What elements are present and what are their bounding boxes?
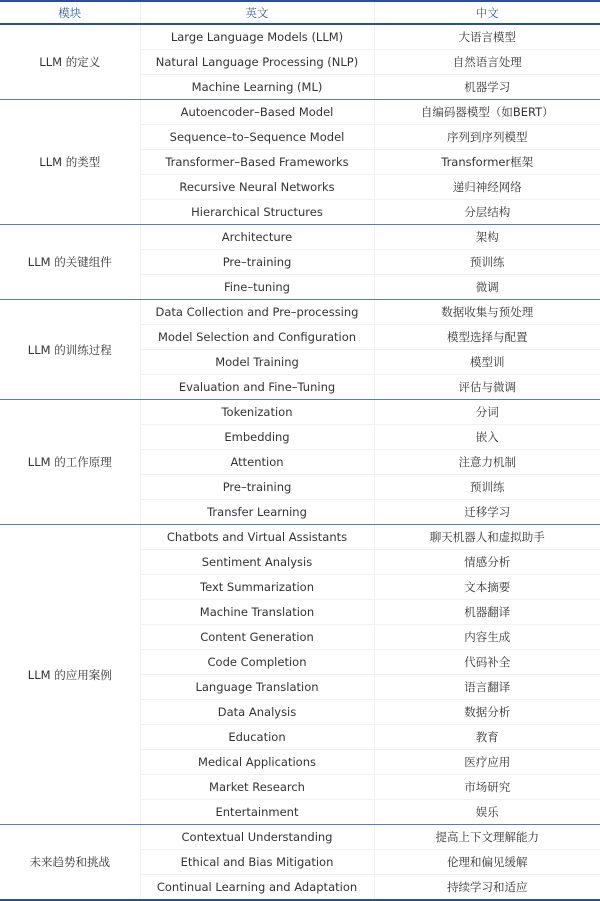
chinese-term-cell: 嵌入 <box>374 425 600 450</box>
module-cell: LLM 的训练过程 <box>0 300 140 400</box>
header-chinese: 中文 <box>374 1 600 24</box>
english-term-cell: Natural Language Processing (NLP) <box>140 50 374 75</box>
english-term-cell: Architecture <box>140 225 374 250</box>
table-row <box>0 225 600 250</box>
chinese-term-cell: 情感分析 <box>374 550 600 575</box>
chinese-term-cell: 递归神经网络 <box>374 175 600 200</box>
english-term-cell: Transformer–Based Frameworks <box>140 150 374 175</box>
english-term-cell: Tokenization <box>140 400 374 425</box>
english-term-cell: Market Research <box>140 775 374 800</box>
chinese-term-cell: 序列到序列模型 <box>374 125 600 150</box>
english-term-cell: Language Translation <box>140 675 374 700</box>
english-term-cell: Chatbots and Virtual Assistants <box>140 525 374 550</box>
table-row <box>0 24 600 50</box>
header-row <box>0 1 600 24</box>
chinese-term-cell: 自编码器模型（如BERT） <box>374 100 600 125</box>
english-term-cell: Contextual Understanding <box>140 825 374 850</box>
header-module: 模块 <box>0 1 140 24</box>
chinese-term-cell: 大语言模型 <box>374 24 600 50</box>
english-term-cell: Continual Learning and Adaptation <box>140 875 374 901</box>
table-body <box>0 24 600 900</box>
module-cell: LLM 的类型 <box>0 100 140 225</box>
header-english: 英文 <box>140 1 374 24</box>
english-term-cell: Sentiment Analysis <box>140 550 374 575</box>
english-term-cell: Evaluation and Fine–Tuning <box>140 375 374 400</box>
chinese-term-cell: 预训练 <box>374 250 600 275</box>
chinese-term-cell: 分词 <box>374 400 600 425</box>
chinese-term-cell: 注意力机制 <box>374 450 600 475</box>
module-cell: LLM 的应用案例 <box>0 525 140 825</box>
table-row <box>0 400 600 425</box>
chinese-term-cell: 持续学习和适应 <box>374 875 600 901</box>
chinese-term-cell: 迁移学习 <box>374 500 600 525</box>
english-term-cell: Embedding <box>140 425 374 450</box>
english-term-cell: Data Analysis <box>140 700 374 725</box>
english-term-cell: Content Generation <box>140 625 374 650</box>
chinese-term-cell: 医疗应用 <box>374 750 600 775</box>
chinese-term-cell: 模型训 <box>374 350 600 375</box>
table-header <box>0 1 600 24</box>
module-cell: LLM 的定义 <box>0 24 140 100</box>
english-term-cell: Model Selection and Configuration <box>140 325 374 350</box>
english-term-cell: Hierarchical Structures <box>140 200 374 225</box>
english-term-cell: Recursive Neural Networks <box>140 175 374 200</box>
chinese-term-cell: 预训练 <box>374 475 600 500</box>
chinese-term-cell: 评估与微调 <box>374 375 600 400</box>
english-term-cell: Fine–tuning <box>140 275 374 300</box>
chinese-term-cell: 代码补全 <box>374 650 600 675</box>
chinese-term-cell: 机器翻译 <box>374 600 600 625</box>
table-row <box>0 100 600 125</box>
chinese-term-cell: 架构 <box>374 225 600 250</box>
chinese-term-cell: 聊天机器人和虚拟助手 <box>374 525 600 550</box>
module-cell: 未来趋势和挑战 <box>0 825 140 901</box>
table-row <box>0 525 600 550</box>
chinese-term-cell: 机器学习 <box>374 75 600 100</box>
chinese-term-cell: 伦理和偏见缓解 <box>374 850 600 875</box>
chinese-term-cell: 数据分析 <box>374 700 600 725</box>
table-row <box>0 825 600 850</box>
english-term-cell: Large Language Models (LLM) <box>140 24 374 50</box>
english-term-cell: Text Summarization <box>140 575 374 600</box>
chinese-term-cell: 内容生成 <box>374 625 600 650</box>
english-term-cell: Entertainment <box>140 800 374 825</box>
english-term-cell: Medical Applications <box>140 750 374 775</box>
english-term-cell: Transfer Learning <box>140 500 374 525</box>
chinese-term-cell: 语言翻译 <box>374 675 600 700</box>
english-term-cell: Ethical and Bias Mitigation <box>140 850 374 875</box>
chinese-term-cell: 模型选择与配置 <box>374 325 600 350</box>
chinese-term-cell: 自然语言处理 <box>374 50 600 75</box>
chinese-term-cell: Transformer框架 <box>374 150 600 175</box>
english-term-cell: Data Collection and Pre–processing <box>140 300 374 325</box>
chinese-term-cell: 微调 <box>374 275 600 300</box>
english-term-cell: Machine Translation <box>140 600 374 625</box>
english-term-cell: Pre–training <box>140 475 374 500</box>
english-term-cell: Sequence–to–Sequence Model <box>140 125 374 150</box>
module-cell: LLM 的工作原理 <box>0 400 140 525</box>
chinese-term-cell: 教育 <box>374 725 600 750</box>
chinese-term-cell: 文本摘要 <box>374 575 600 600</box>
chinese-term-cell: 分层结构 <box>374 200 600 225</box>
chinese-term-cell: 提高上下文理解能力 <box>374 825 600 850</box>
english-term-cell: Attention <box>140 450 374 475</box>
english-term-cell: Autoencoder–Based Model <box>140 100 374 125</box>
chinese-term-cell: 市场研究 <box>374 775 600 800</box>
chinese-term-cell: 数据收集与预处理 <box>374 300 600 325</box>
english-term-cell: Pre–training <box>140 250 374 275</box>
english-term-cell: Model Training <box>140 350 374 375</box>
english-term-cell: Code Completion <box>140 650 374 675</box>
module-cell: LLM 的关键组件 <box>0 225 140 300</box>
chinese-term-cell: 娱乐 <box>374 800 600 825</box>
english-term-cell: Machine Learning (ML) <box>140 75 374 100</box>
table-row <box>0 300 600 325</box>
english-term-cell: Education <box>140 725 374 750</box>
